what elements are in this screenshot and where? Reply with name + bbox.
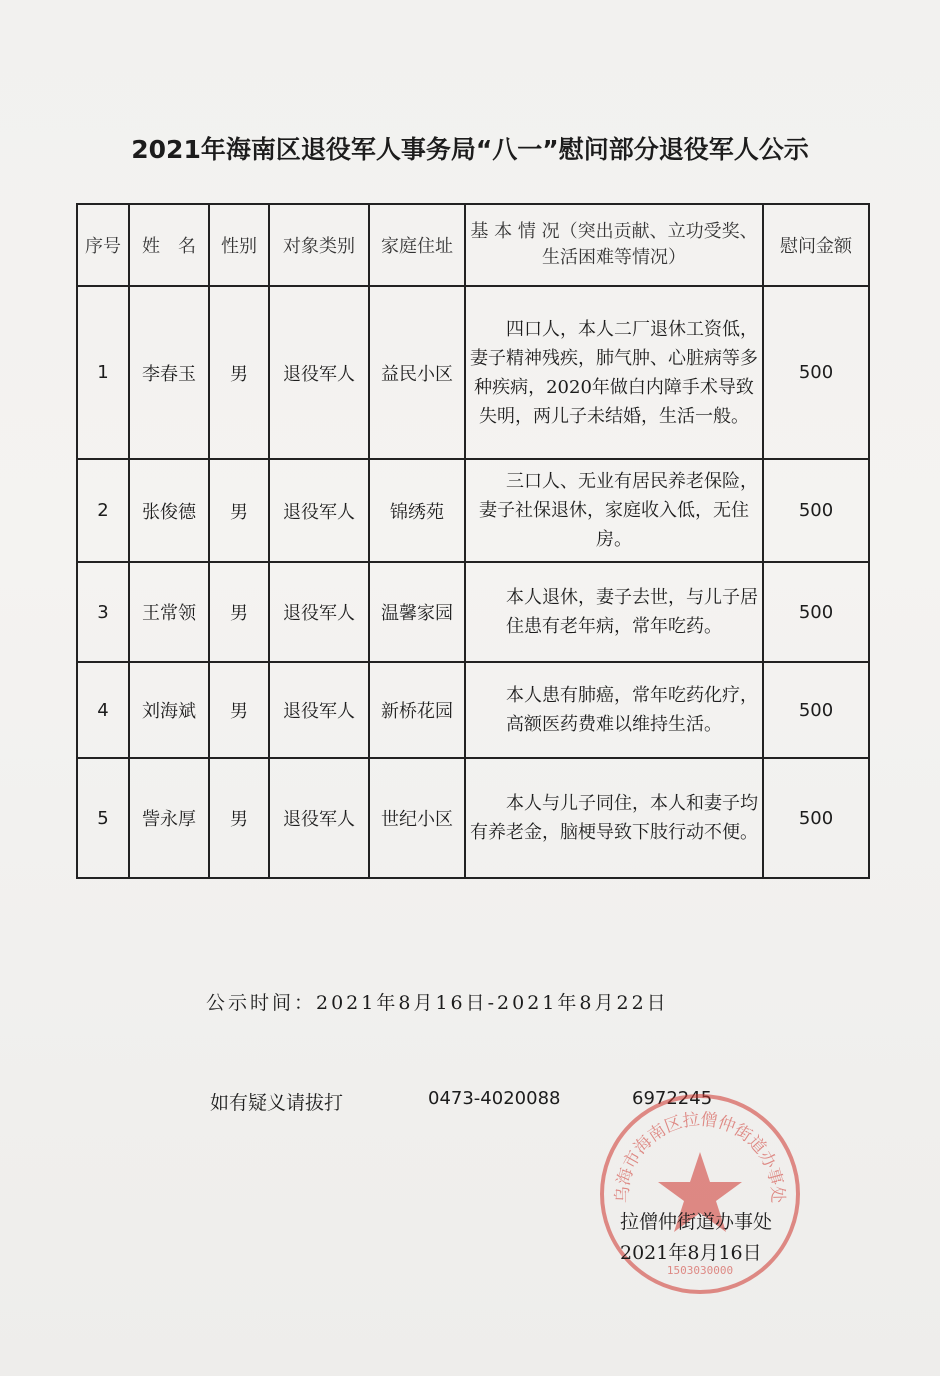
official-seal [596,1090,804,1298]
row-gender: 男 [209,286,269,459]
contact-label: 如有疑义请拔打 [210,1092,344,1114]
contact-phone-2: 6972245 [632,1088,713,1109]
row-no: 3 [77,562,129,662]
row-info: 本人退休，妻子去世，与儿子居住患有老年病，常年吃药。 [465,562,763,662]
seal-text-path: 乌海市海南区拉僧仲街道办事处 [612,1109,788,1204]
header-gender: 性别 [209,204,269,286]
issuer: 拉僧仲街道办事处 [620,1211,773,1233]
table-row [77,758,869,878]
header-name: 姓 名 [129,204,209,286]
header-amount: 慰问金额 [763,204,869,286]
header-address: 家庭住址 [369,204,465,286]
row-name: 王常领 [129,562,209,662]
row-address: 世纪小区 [369,758,465,878]
table-row [77,459,869,562]
row-no: 1 [77,286,129,459]
header-category: 对象类别 [269,204,369,286]
recipients-table [76,203,870,879]
row-amount: 500 [763,662,869,758]
row-category: 退役军人 [269,758,369,878]
row-info: 四口人，本人二厂退休工资低，妻子精神残疾，肺气肿、心脏病等多种疾病，2020年做白内障手术导致失明，两儿子未结婚，生活一般。 [465,286,763,459]
table-row [77,286,869,459]
row-no: 5 [77,758,129,878]
document-title: 2021年海南区退役军人事务局“八一”慰问部分退役军人公示 [131,135,809,164]
header-no: 序号 [77,204,129,286]
row-gender: 男 [209,562,269,662]
issue-date: 2021年8月16日 [620,1242,762,1264]
row-category: 退役军人 [269,562,369,662]
row-name: 李春玉 [129,286,209,459]
row-name: 张俊德 [129,459,209,562]
contact-phone-1: 0473-4020088 [428,1088,561,1109]
seal-code: 1503030000 [666,1264,734,1277]
header-info: 基 本 情 况（突出贡献、立功受奖、生活困难等情况） [465,204,763,286]
row-info: 三口人、无业有居民养老保险，妻子社保退休，家庭收入低，无住房。 [465,459,763,562]
row-amount: 500 [763,286,869,459]
row-name: 訾永厚 [129,758,209,878]
row-info: 本人与儿子同住，本人和妻子均有养老金，脑梗导致下肢行动不便。 [465,758,763,878]
row-category: 退役军人 [269,459,369,562]
row-gender: 男 [209,758,269,878]
row-no: 2 [77,459,129,562]
row-category: 退役军人 [269,662,369,758]
row-name: 刘海斌 [129,662,209,758]
row-amount: 500 [763,758,869,878]
row-amount: 500 [763,459,869,562]
row-address: 锦绣苑 [369,459,465,562]
row-gender: 男 [209,459,269,562]
table-header-row [77,204,869,286]
table-row [77,562,869,662]
row-info: 本人患有肺癌，常年吃药化疗，高额医药费难以维持生活。 [465,662,763,758]
row-no: 4 [77,662,129,758]
row-address: 温馨家园 [369,562,465,662]
notice-period: 公示时间：2021年8月16日-2021年8月22日 [206,992,669,1014]
table-row [77,662,869,758]
row-address: 新桥花园 [369,662,465,758]
row-amount: 500 [763,562,869,662]
row-address: 益民小区 [369,286,465,459]
row-category: 退役军人 [269,286,369,459]
row-gender: 男 [209,662,269,758]
